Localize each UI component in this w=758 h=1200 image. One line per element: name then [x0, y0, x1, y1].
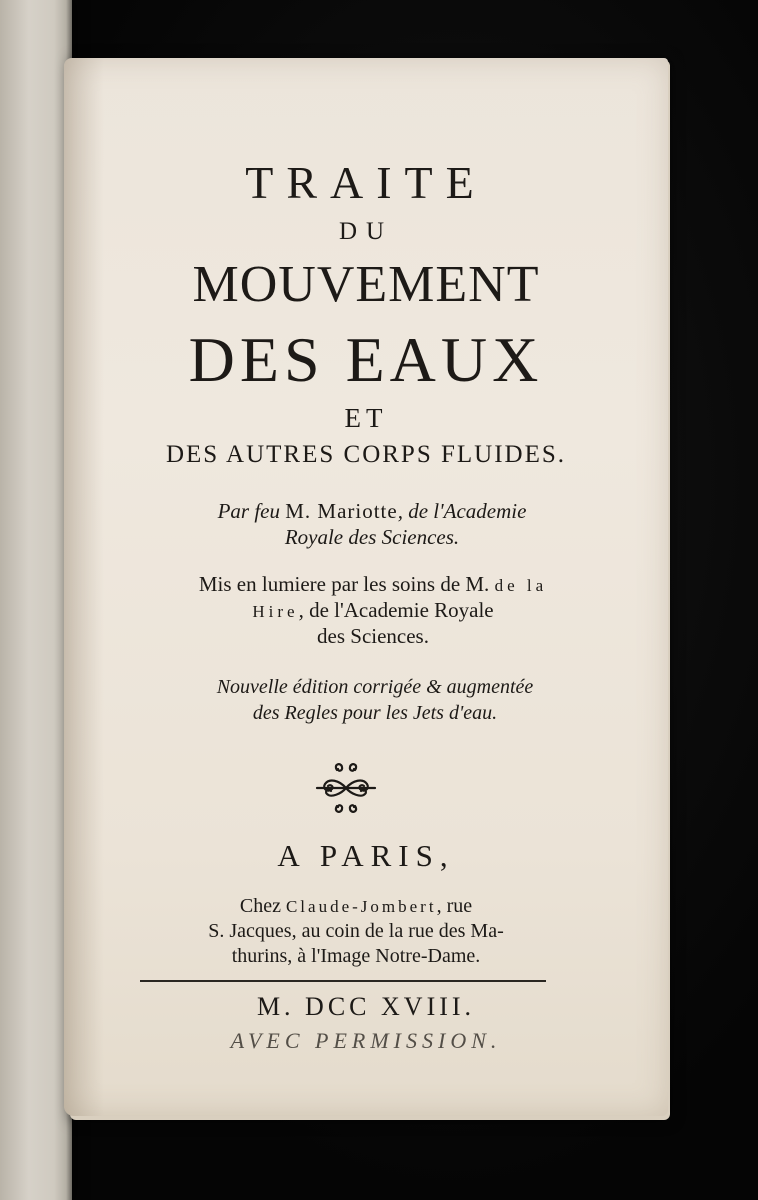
author-statement — [132, 498, 612, 550]
imprint-printer: Claude-Jombert — [285, 897, 437, 916]
edition-line1: Nouvelle édition corrigée & augmentée — [216, 676, 534, 698]
editor-line3: des Sciences. — [317, 624, 429, 648]
editor-de-la: de la — [494, 576, 548, 595]
title-subtitle: DES AUTRES CORPS FLUIDES. — [165, 441, 567, 468]
imprint-statement — [136, 894, 576, 969]
imprint-line1-rest: , rue — [436, 895, 473, 917]
author-prefix: Par feu — [217, 499, 280, 523]
fleuron-ornament-icon — [311, 758, 381, 818]
editor-name: Hire — [252, 602, 299, 621]
editor-line1: Mis en lumiere par les soins de M. — [198, 572, 490, 596]
horizontal-rule — [140, 980, 546, 982]
edition-line2: des Regles pour les Jets d'eau. — [252, 702, 498, 724]
imprint-chez: Chez — [239, 895, 281, 917]
imprint-line2: S. Jacques, au coin de la rue des Ma- — [208, 920, 504, 942]
title-word-et: ET — [344, 403, 388, 433]
title-words-des-eaux: DES EAUX — [188, 324, 544, 395]
imprint-line3: thurins, à l'Image Notre-Dame. — [231, 945, 481, 967]
title-word-traite: TRAITE — [245, 157, 487, 208]
book-cover-edge — [0, 0, 72, 1200]
publication-year: M. DCC XVIII. — [256, 992, 476, 1021]
title-word-mouvement: MOUVEMENT — [192, 256, 540, 313]
imprint-place: A PARIS, — [277, 838, 455, 873]
author-suffix: , de l'Academie — [397, 499, 527, 523]
title-page — [64, 58, 668, 1116]
editor-affiliation: , de l'Academie Royale — [298, 598, 494, 622]
author-name: M. Mariotte — [285, 499, 398, 523]
title-page-content — [64, 58, 668, 1116]
author-affiliation: Royale des Sciences. — [284, 525, 460, 549]
editor-statement — [130, 572, 616, 649]
edition-statement — [130, 674, 620, 726]
permission-notice: AVEC PERMISSION. — [230, 1028, 502, 1053]
title-word-du: DU — [338, 218, 394, 245]
